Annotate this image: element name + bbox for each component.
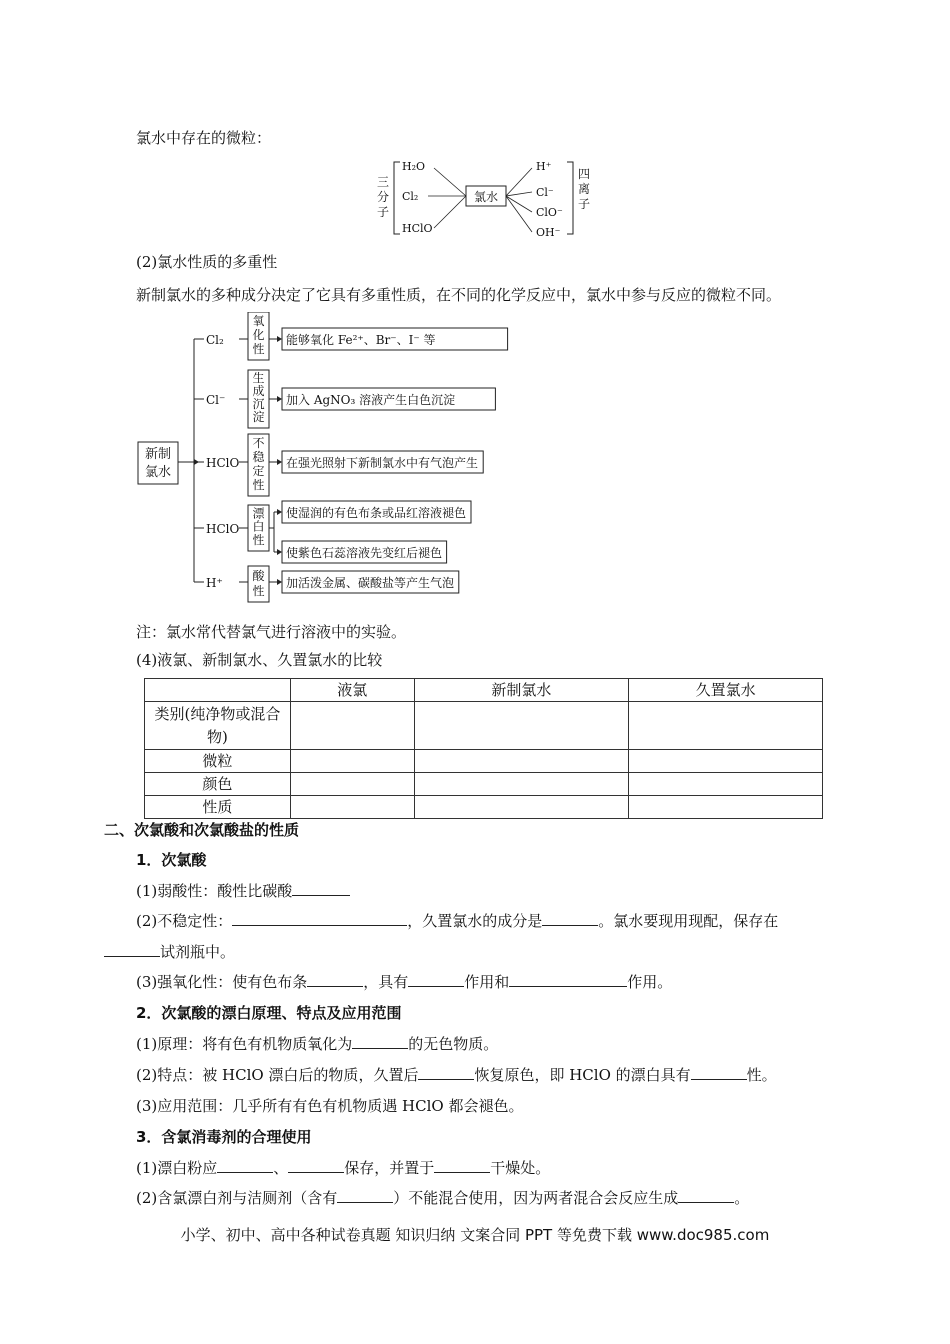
- s1-l2b-text: ，久置氯水的成分是: [407, 912, 543, 930]
- s3-l2b-text: ）不能混合使用，因为两者混合会反应生成: [393, 1189, 679, 1207]
- right-ion-label: ClO⁻: [536, 206, 563, 219]
- answer-blank[interactable]: [232, 911, 407, 926]
- root-label: 氯水: [144, 465, 172, 480]
- s1-l1-text: (1)弱酸性：酸性比碳酸: [136, 882, 293, 900]
- particles-heading: 氯水中存在的微粒：: [136, 129, 272, 147]
- property-char: 成: [252, 384, 265, 398]
- property-char: 稳: [252, 450, 265, 464]
- row-label: 颜色: [145, 773, 291, 796]
- s1-title: 1．次氯酸: [136, 851, 207, 869]
- center-label: 氯水: [473, 190, 499, 204]
- s1-l2c-text: 。氯水要现用现配，保存在: [598, 912, 779, 930]
- particle-label: Cl₂: [206, 333, 224, 347]
- answer-cell[interactable]: [629, 702, 823, 750]
- left-particle-label: Cl₂: [402, 190, 419, 203]
- s1-l3c-text: 作用和: [464, 973, 510, 991]
- s2-line1: [136, 1034, 498, 1054]
- s3-line2: [136, 1188, 749, 1208]
- property-char: 酸: [252, 569, 265, 583]
- left-group-char: 三: [376, 175, 390, 189]
- s1-line2-cont: [104, 942, 235, 962]
- property-char: 白: [252, 519, 265, 534]
- answer-blank[interactable]: [418, 1065, 474, 1080]
- answer-cell[interactable]: [414, 750, 629, 773]
- answer-blank[interactable]: [509, 972, 627, 987]
- part2-title: 二、次氯酸和次氯酸盐的性质: [104, 821, 300, 839]
- effect-label: 使湿润的有色布条或品红溶液褪色: [286, 506, 467, 520]
- answer-blank[interactable]: [408, 972, 464, 987]
- answer-blank[interactable]: [288, 1158, 344, 1173]
- section2-heading: (2)氯水性质的多重性: [136, 253, 278, 271]
- s1-line3: [136, 972, 672, 992]
- property-char: 氧: [252, 314, 265, 328]
- s2-l1a-text: (1)原理：将有色有机物质氧化为: [136, 1035, 353, 1053]
- root-label: 新制: [144, 447, 172, 462]
- answer-blank[interactable]: [678, 1188, 734, 1203]
- s3-title: 3．含氯消毒剂的合理使用: [136, 1128, 312, 1146]
- right-group-char: 子: [577, 197, 591, 211]
- table-header-row: [145, 679, 823, 702]
- answer-blank[interactable]: [217, 1158, 273, 1173]
- header-cell: [145, 679, 291, 702]
- table-row: [145, 702, 823, 750]
- left-particle-label: HClO: [402, 222, 433, 235]
- s3-line1: [136, 1158, 550, 1178]
- answer-cell[interactable]: [414, 773, 629, 796]
- particle-label: HClO: [206, 456, 240, 470]
- answer-cell[interactable]: [290, 773, 414, 796]
- answer-cell[interactable]: [290, 702, 414, 750]
- answer-blank[interactable]: [307, 972, 363, 987]
- s3-l1c-text: 保存，并置于: [344, 1159, 435, 1177]
- s2-line2: [136, 1065, 777, 1085]
- particle-label: H⁺: [206, 576, 223, 590]
- effect-label: 在强光照射下新制氯水中有气泡产生: [286, 456, 479, 470]
- table-row: [145, 750, 823, 773]
- property-char: 生: [252, 371, 265, 385]
- property-char: 漂: [252, 506, 265, 521]
- answer-blank[interactable]: [352, 1034, 408, 1049]
- property-char: 性: [252, 533, 265, 547]
- property-char: 性: [252, 478, 265, 492]
- s3-l1d-text: 干燥处。: [490, 1159, 551, 1177]
- s3-l1a-text: (1)漂白粉应: [136, 1159, 218, 1177]
- s2-title: 2．次氯酸的漂白原理、特点及应用范围: [136, 1004, 402, 1022]
- s1-l2a-text: (2)不稳定性：: [136, 912, 233, 930]
- effect-label: 使紫色石蕊溶液先变红后褪色: [286, 546, 443, 560]
- answer-blank[interactable]: [337, 1188, 393, 1203]
- row-label: 微粒: [145, 750, 291, 773]
- right-group-char: 离: [577, 182, 591, 196]
- answer-cell[interactable]: [629, 796, 823, 819]
- right-ion-label: H⁺: [536, 160, 552, 173]
- header-cell: 久置氯水: [629, 679, 823, 702]
- answer-cell[interactable]: [414, 796, 629, 819]
- s1-line1: [136, 881, 350, 901]
- header-cell: 液氯: [290, 679, 414, 702]
- left-group-char: 子: [376, 205, 390, 219]
- s2-l2c-text: 性。: [746, 1066, 777, 1084]
- particle-label: Cl⁻: [206, 393, 226, 407]
- s2-line3: (3)应用范围：几乎所有有色有机物质遇 HClO 都会褪色。: [136, 1097, 524, 1115]
- property-char: 定: [252, 464, 265, 478]
- answer-blank[interactable]: [434, 1158, 490, 1173]
- table-row: [145, 796, 823, 819]
- property-char: 性: [252, 342, 265, 356]
- row-label: 性质: [145, 796, 291, 819]
- chlorine-water-properties-diagram: [136, 312, 516, 610]
- answer-blank[interactable]: [542, 911, 598, 926]
- s3-l2a-text: (2)含氯漂白剂与洁厕剂（含有: [136, 1189, 338, 1207]
- left-group-label: [377, 175, 389, 219]
- header-cell: 新制氯水: [414, 679, 629, 702]
- left-particle-label: H₂O: [402, 160, 426, 173]
- property-char: 化: [252, 328, 265, 342]
- row-label: 类别(纯净物或混合物): [145, 702, 291, 750]
- s2-l2b-text: 恢复原色，即 HClO 的漂白具有: [474, 1066, 691, 1084]
- answer-blank[interactable]: [104, 942, 160, 957]
- answer-blank[interactable]: [691, 1065, 747, 1080]
- right-ion-label: OH⁻: [536, 226, 561, 239]
- right-group-char: 四: [577, 167, 591, 181]
- s1-l2d-text: 试剂瓶中。: [160, 943, 236, 961]
- effect-label: 加活泼金属、碳酸盐等产生气泡: [286, 576, 455, 590]
- answer-blank[interactable]: [292, 881, 350, 896]
- s1-l3d-text: 作用。: [627, 973, 673, 991]
- property-char: 性: [252, 584, 265, 598]
- footer-text[interactable]: 小学、初中、高中各种试卷真题 知识归纳 文案合同 PPT 等免费下载 www.doc985.com: [180, 1226, 770, 1244]
- property-char: 淀: [252, 410, 265, 424]
- s2-l2a-text: (2)特点：被 HClO 漂白后的物质，久置后: [136, 1066, 419, 1084]
- chlorine-water-particles-diagram: [370, 156, 600, 240]
- answer-cell[interactable]: [629, 773, 823, 796]
- s3-l1b-text: 、: [273, 1159, 289, 1177]
- section2-description: 新制氯水的多种成分决定了它具有多重性质，在不同的化学反应中，氯水中参与反应的微粒不同。: [136, 286, 782, 304]
- section4-heading: (4)液氯、新制氯水、久置氯水的比较: [136, 651, 383, 669]
- s1-line2: [136, 911, 866, 931]
- property-char: 不: [252, 436, 265, 450]
- s1-l3b-text: ，具有: [363, 973, 409, 991]
- s2-l1b-text: 的无色物质。: [408, 1035, 499, 1053]
- answer-cell[interactable]: [290, 750, 414, 773]
- comparison-table: [144, 678, 823, 819]
- effect-label: 加入 AgNO₃ 溶液产生白色沉淀: [286, 393, 456, 407]
- left-group-char: 分: [376, 190, 390, 204]
- answer-cell[interactable]: [290, 796, 414, 819]
- note-text: 注：氯水常代替氯气进行溶液中的实验。: [136, 623, 407, 641]
- particle-label: HClO: [206, 522, 240, 536]
- s3-l2c-text: 。: [734, 1189, 750, 1207]
- table-row: [145, 773, 823, 796]
- answer-cell[interactable]: [629, 750, 823, 773]
- property-char: 沉: [252, 397, 265, 411]
- effect-label: 能够氧化 Fe²⁺、Br⁻、I⁻ 等: [286, 333, 436, 347]
- answer-cell[interactable]: [414, 702, 629, 750]
- right-ion-label: Cl⁻: [536, 186, 554, 199]
- s1-l3a-text: (3)强氧化性：使有色布条: [136, 973, 308, 991]
